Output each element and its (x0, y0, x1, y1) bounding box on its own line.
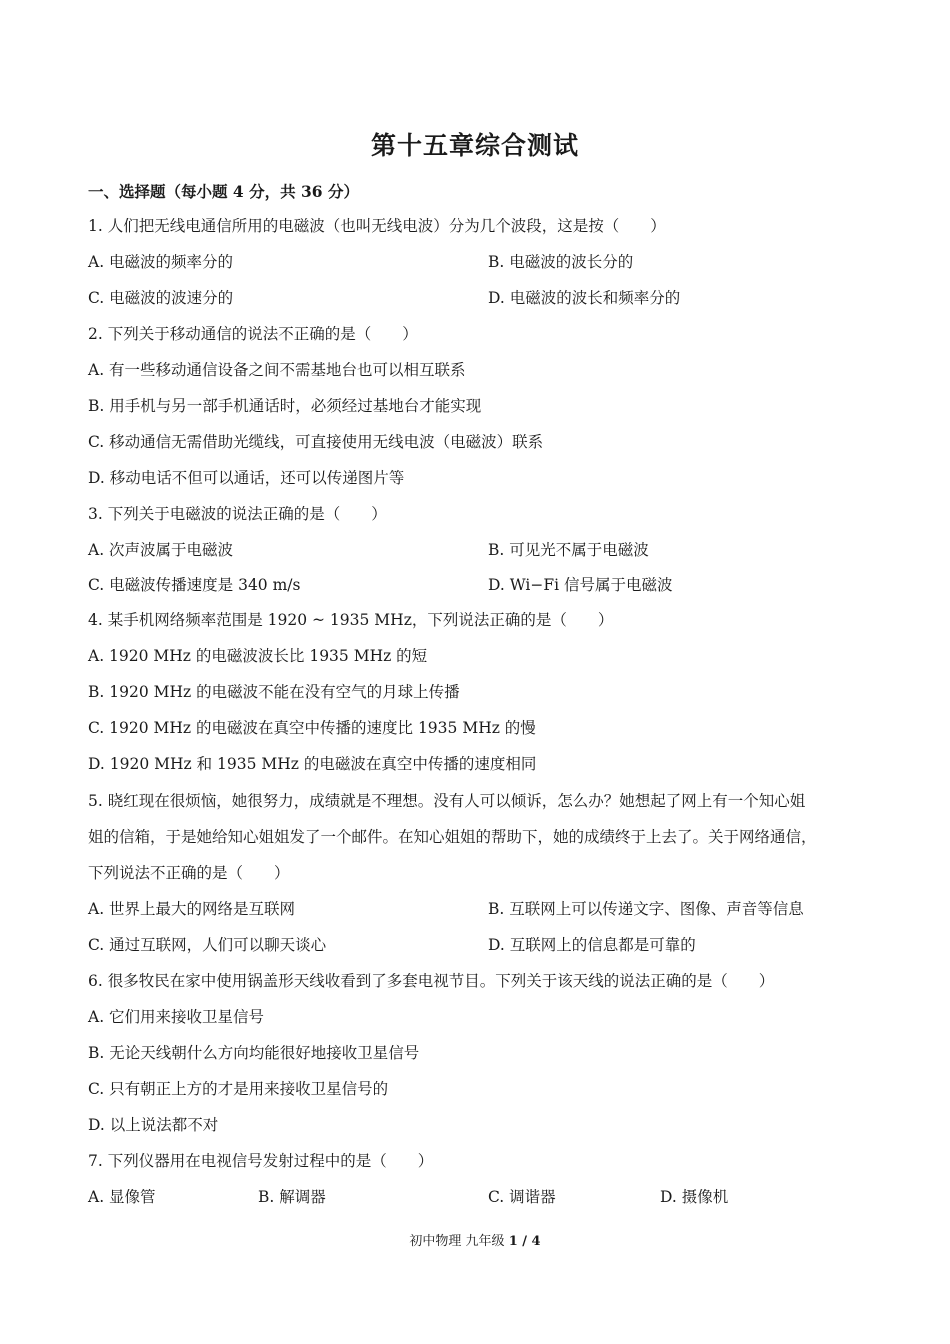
question-3-option-d: D. Wi−Fi 信号属于电磁波 (488, 576, 673, 594)
question-4-option-c: C. 1920 MHz 的电磁波在真空中传播的速度比 1935 MHz 的慢 (88, 719, 536, 737)
question-1-option-d: D. 电磁波的波长和频率分的 (488, 289, 681, 307)
page-footer (0, 1230, 950, 1249)
question-6-option-c: C. 只有朝正上方的才是用来接收卫星信号的 (88, 1080, 389, 1098)
question-5-stem-line-2: 姐的信箱，于是她给知心姐姐发了一个邮件。在知心姐姐的帮助下，她的成绩终于上去了。关于网络通信， (88, 828, 817, 846)
question-5-option-c: C. 通过互联网，人们可以聊天谈心 (88, 936, 327, 954)
question-4-option-a: A. 1920 MHz 的电磁波波长比 1935 MHz 的短 (88, 647, 428, 665)
question-3-stem: 3. 下列关于电磁波的说法正确的是（ ） (88, 505, 387, 523)
question-4-stem: 4. 某手机网络频率范围是 1920 ~ 1935 MHz，下列说法正确的是（ ） (88, 611, 614, 629)
question-2-option-d: D. 移动电话不但可以通话，还可以传递图片等 (88, 469, 405, 487)
question-2-option-a: A. 有一些移动通信设备之间不需基地台也可以相互联系 (88, 361, 466, 379)
question-2-stem: 2. 下列关于移动通信的说法不正确的是（ ） (88, 325, 418, 343)
page-number: 1 / 4 (508, 1234, 541, 1249)
question-2-option-b: B. 用手机与另一部手机通话时，必须经过基地台才能实现 (88, 397, 482, 415)
question-3-option-c: C. 电磁波传播速度是 340 m/s (88, 576, 301, 594)
question-6-option-d: D. 以上说法都不对 (88, 1116, 219, 1134)
question-4-option-d: D. 1920 MHz 和 1935 MHz 的电磁波在真空中传播的速度相同 (88, 755, 537, 773)
page-title: 第十五章综合测试 (370, 131, 579, 160)
section-heading: 一、选择题（每小题 4 分，共 36 分） (88, 182, 359, 201)
question-5-option-b: B. 互联网上可以传递文字、图像、声音等信息 (488, 900, 804, 918)
question-3-option-a: A. 次声波属于电磁波 (88, 541, 234, 559)
question-7-stem: 7. 下列仪器用在电视信号发射过程中的是（ ） (88, 1152, 434, 1170)
question-5-option-a: A. 世界上最大的网络是互联网 (88, 900, 296, 918)
question-6-option-b: B. 无论天线朝什么方向均能很好地接收卫星信号 (88, 1044, 420, 1062)
question-6-stem: 6. 很多牧民在家中使用锅盖形天线收看到了多套电视节目。下列关于该天线的说法正确的是（ ） (88, 972, 775, 990)
question-7-option-d: D. 摄像机 (660, 1188, 729, 1206)
question-4-option-b: B. 1920 MHz 的电磁波不能在没有空气的月球上传播 (88, 683, 460, 701)
footer-label: 初中物理 九年级 (409, 1234, 509, 1249)
question-1-option-c: C. 电磁波的波速分的 (88, 289, 234, 307)
question-2-option-c: C. 移动通信无需借助光缆线，可直接使用无线电波（电磁波）联系 (88, 433, 544, 451)
question-1-stem: 1. 人们把无线电通信所用的电磁波（也叫无线电波）分为几个波段，这是按（ ） (88, 217, 666, 235)
question-1-option-a: A. 电磁波的频率分的 (88, 253, 234, 271)
question-3-option-b: B. 可见光不属于电磁波 (488, 541, 649, 559)
question-5-option-d: D. 互联网上的信息都是可靠的 (488, 936, 696, 954)
question-6-option-a: A. 它们用来接收卫星信号 (88, 1008, 265, 1026)
question-7-option-c: C. 调谐器 (488, 1188, 556, 1206)
question-7-option-b: B. 解调器 (258, 1188, 326, 1206)
question-5-stem-line-3: 下列说法不正确的是（ ） (88, 864, 290, 882)
question-1-option-b: B. 电磁波的波长分的 (488, 253, 634, 271)
question-7-option-a: A. 显像管 (88, 1188, 156, 1206)
question-5-stem-line-1: 5. 晓红现在很烦恼，她很努力，成绩就是不理想。没有人可以倾诉，怎么办？她想起了网上有一个知心姐 (88, 792, 806, 810)
